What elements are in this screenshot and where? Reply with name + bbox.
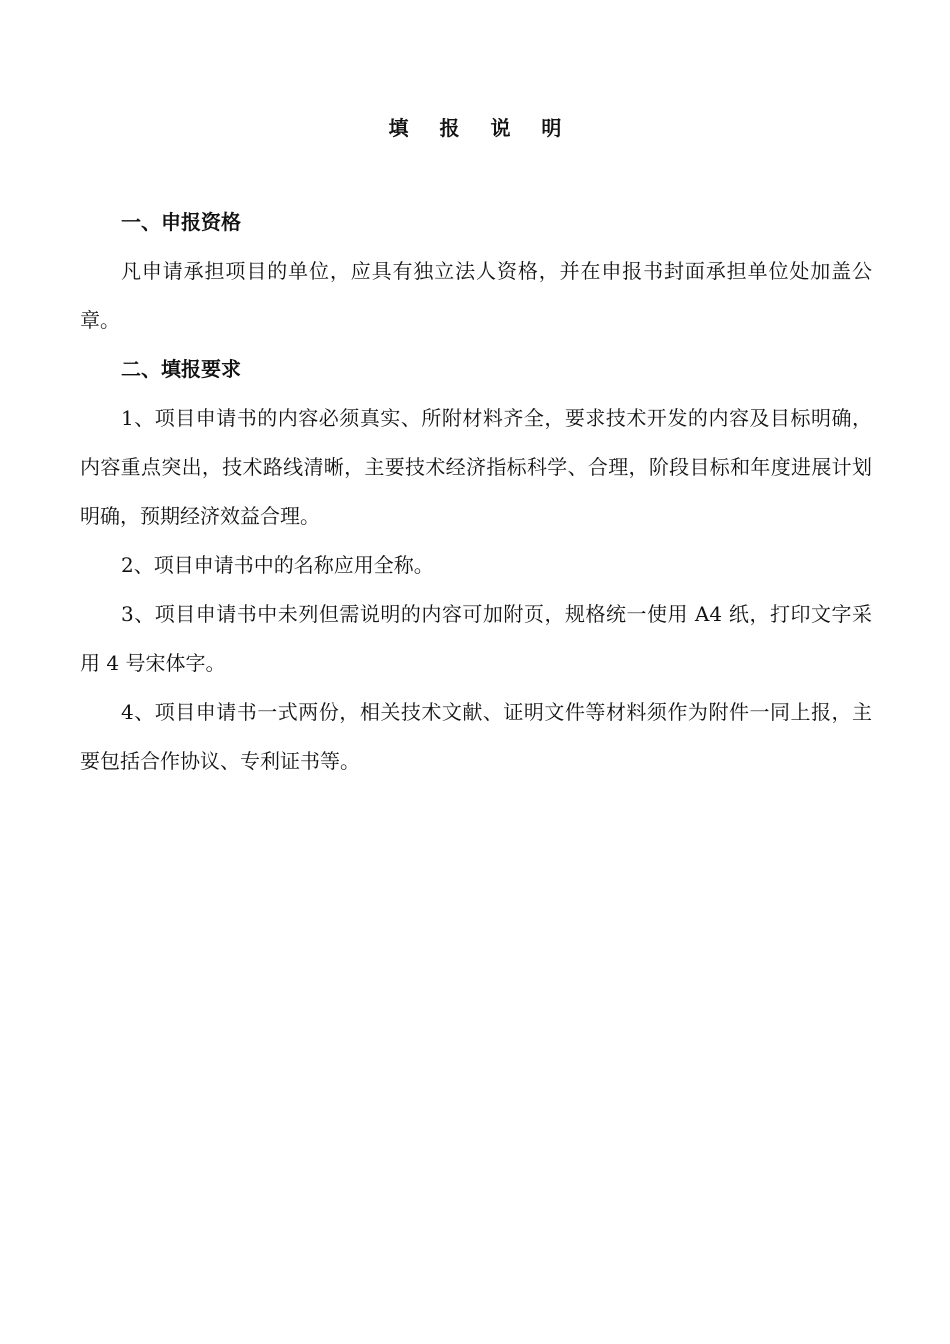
- requirement-item-1: 1、项目申请书的内容必须真实、所附材料齐全，要求技术开发的内容及目标明确，内容重点突出，技术路线清晰，主要技术经济指标科学、合理，阶段目标和年度进展计划明确，预期经济效益合理。: [80, 406, 872, 528]
- qualification-paragraph: 凡申请承担项目的单位，应具有独立法人资格，并在申报书封面承担单位处加盖公章。: [80, 259, 872, 332]
- requirement-item-4: 4、项目申请书一式两份，相关技术文献、证明文件等材料须作为附件一同上报，主要包括合作协议、专利证书等。: [80, 700, 872, 773]
- document-body: [80, 198, 872, 786]
- section-heading-requirements: 二、填报要求: [121, 357, 241, 381]
- document-title: 填 报 说 明: [388, 116, 574, 140]
- requirement-item-2: 2、项目申请书中的名称应用全称。: [121, 553, 434, 577]
- requirement-item-3: 3、项目申请书中未列但需说明的内容可加附页，规格统一使用 A4 纸，打印文字采用 4 号宋体字。: [80, 602, 872, 675]
- section-heading-qualification: 一、申报资格: [121, 210, 241, 234]
